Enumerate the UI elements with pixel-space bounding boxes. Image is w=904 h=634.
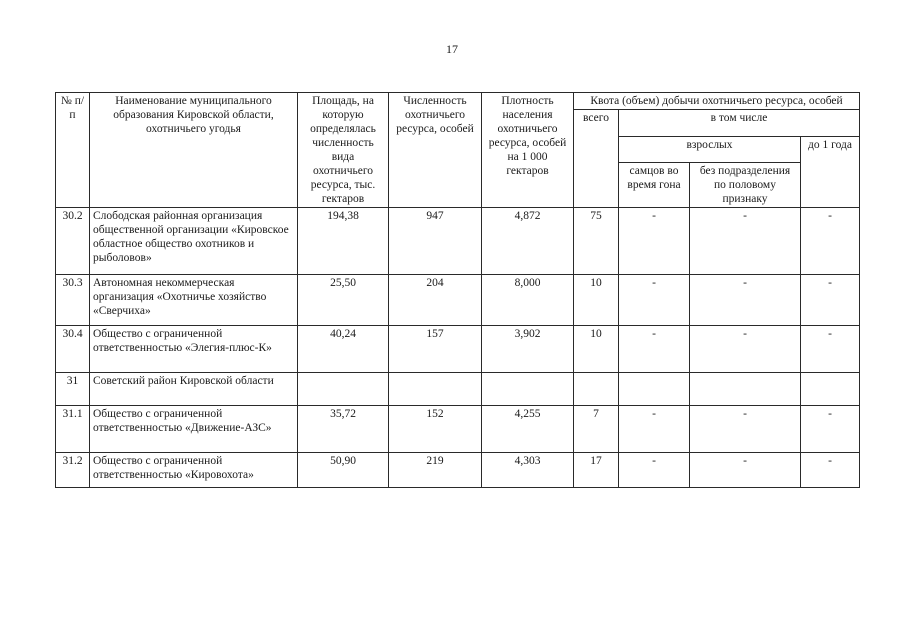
cell-nosex: - bbox=[690, 453, 801, 488]
table-row bbox=[56, 453, 860, 488]
cell-under1: - bbox=[801, 453, 860, 488]
header-num: № п/п bbox=[56, 93, 90, 208]
cell-males: - bbox=[619, 453, 690, 488]
cell-num: 30.4 bbox=[56, 326, 90, 373]
table-header bbox=[56, 93, 860, 208]
cell-males: - bbox=[619, 208, 690, 275]
cell-males: - bbox=[619, 326, 690, 373]
cell-area bbox=[298, 373, 389, 406]
cell-num: 31 bbox=[56, 373, 90, 406]
quota-table bbox=[55, 92, 860, 488]
header-total: всего bbox=[574, 110, 619, 208]
cell-area: 35,72 bbox=[298, 406, 389, 453]
cell-name: Слободская районная организация общественной организации «Кировское областное общество охотников и рыболовов» bbox=[90, 208, 298, 275]
cell-count bbox=[389, 373, 482, 406]
cell-under1: - bbox=[801, 326, 860, 373]
header-name: Наименование муниципального образования Кировской области, охотничьего угодья bbox=[90, 93, 298, 208]
cell-density: 3,902 bbox=[482, 326, 574, 373]
table-row bbox=[56, 275, 860, 326]
cell-area: 40,24 bbox=[298, 326, 389, 373]
cell-area: 50,90 bbox=[298, 453, 389, 488]
header-count: Численность охотничьего ресурса, особей bbox=[389, 93, 482, 208]
cell-count: 947 bbox=[389, 208, 482, 275]
cell-total bbox=[574, 373, 619, 406]
cell-under1: - bbox=[801, 406, 860, 453]
cell-under1: - bbox=[801, 275, 860, 326]
cell-nosex: - bbox=[690, 208, 801, 275]
header-area: Площадь, на которую определялась численность вида охотничьего ресурса, тыс. гектаров bbox=[298, 93, 389, 208]
page-number: 17 bbox=[446, 42, 458, 56]
cell-area: 25,50 bbox=[298, 275, 389, 326]
cell-nosex: - bbox=[690, 326, 801, 373]
cell-count: 204 bbox=[389, 275, 482, 326]
cell-density: 4,872 bbox=[482, 208, 574, 275]
header-nosex: без подразделения по половому признаку bbox=[690, 163, 801, 208]
cell-num: 31.1 bbox=[56, 406, 90, 453]
cell-name: Общество с ограниченной ответственностью «Движение-АЗС» bbox=[90, 406, 298, 453]
table-row bbox=[56, 208, 860, 275]
cell-males: - bbox=[619, 406, 690, 453]
cell-under1: - bbox=[801, 208, 860, 275]
cell-density bbox=[482, 373, 574, 406]
table-row bbox=[56, 373, 860, 406]
cell-density: 8,000 bbox=[482, 275, 574, 326]
header-males: самцов во время гона bbox=[619, 163, 690, 208]
cell-num: 31.2 bbox=[56, 453, 90, 488]
cell-num: 30.2 bbox=[56, 208, 90, 275]
cell-name: Советский район Кировской области bbox=[90, 373, 298, 406]
cell-count: 157 bbox=[389, 326, 482, 373]
cell-total: 10 bbox=[574, 275, 619, 326]
table-row bbox=[56, 406, 860, 453]
cell-name: Общество с ограниченной ответственностью «Элегия-плюс-К» bbox=[90, 326, 298, 373]
cell-total: 7 bbox=[574, 406, 619, 453]
cell-males: - bbox=[619, 275, 690, 326]
header-adults: взрослых bbox=[619, 136, 801, 163]
cell-name: Общество с ограниченной ответственностью «Кировохота» bbox=[90, 453, 298, 488]
cell-under1 bbox=[801, 373, 860, 406]
cell-num: 30.3 bbox=[56, 275, 90, 326]
cell-count: 219 bbox=[389, 453, 482, 488]
cell-males bbox=[619, 373, 690, 406]
cell-total: 75 bbox=[574, 208, 619, 275]
header-quota: Квота (объем) добычи охотничьего ресурса, особей bbox=[574, 93, 860, 110]
header-under1: до 1 года bbox=[801, 136, 860, 208]
header-density: Плотность населения охотничьего ресурса, особей на 1 000 гектаров bbox=[482, 93, 574, 208]
cell-name: Автономная некоммерческая организация «Охотничье хозяйство «Сверчиха» bbox=[90, 275, 298, 326]
cell-total: 17 bbox=[574, 453, 619, 488]
table-row bbox=[56, 326, 860, 373]
cell-nosex bbox=[690, 373, 801, 406]
cell-area: 194,38 bbox=[298, 208, 389, 275]
cell-total: 10 bbox=[574, 326, 619, 373]
cell-density: 4,303 bbox=[482, 453, 574, 488]
cell-nosex: - bbox=[690, 275, 801, 326]
cell-count: 152 bbox=[389, 406, 482, 453]
header-including: в том числе bbox=[619, 110, 860, 137]
cell-density: 4,255 bbox=[482, 406, 574, 453]
cell-nosex: - bbox=[690, 406, 801, 453]
